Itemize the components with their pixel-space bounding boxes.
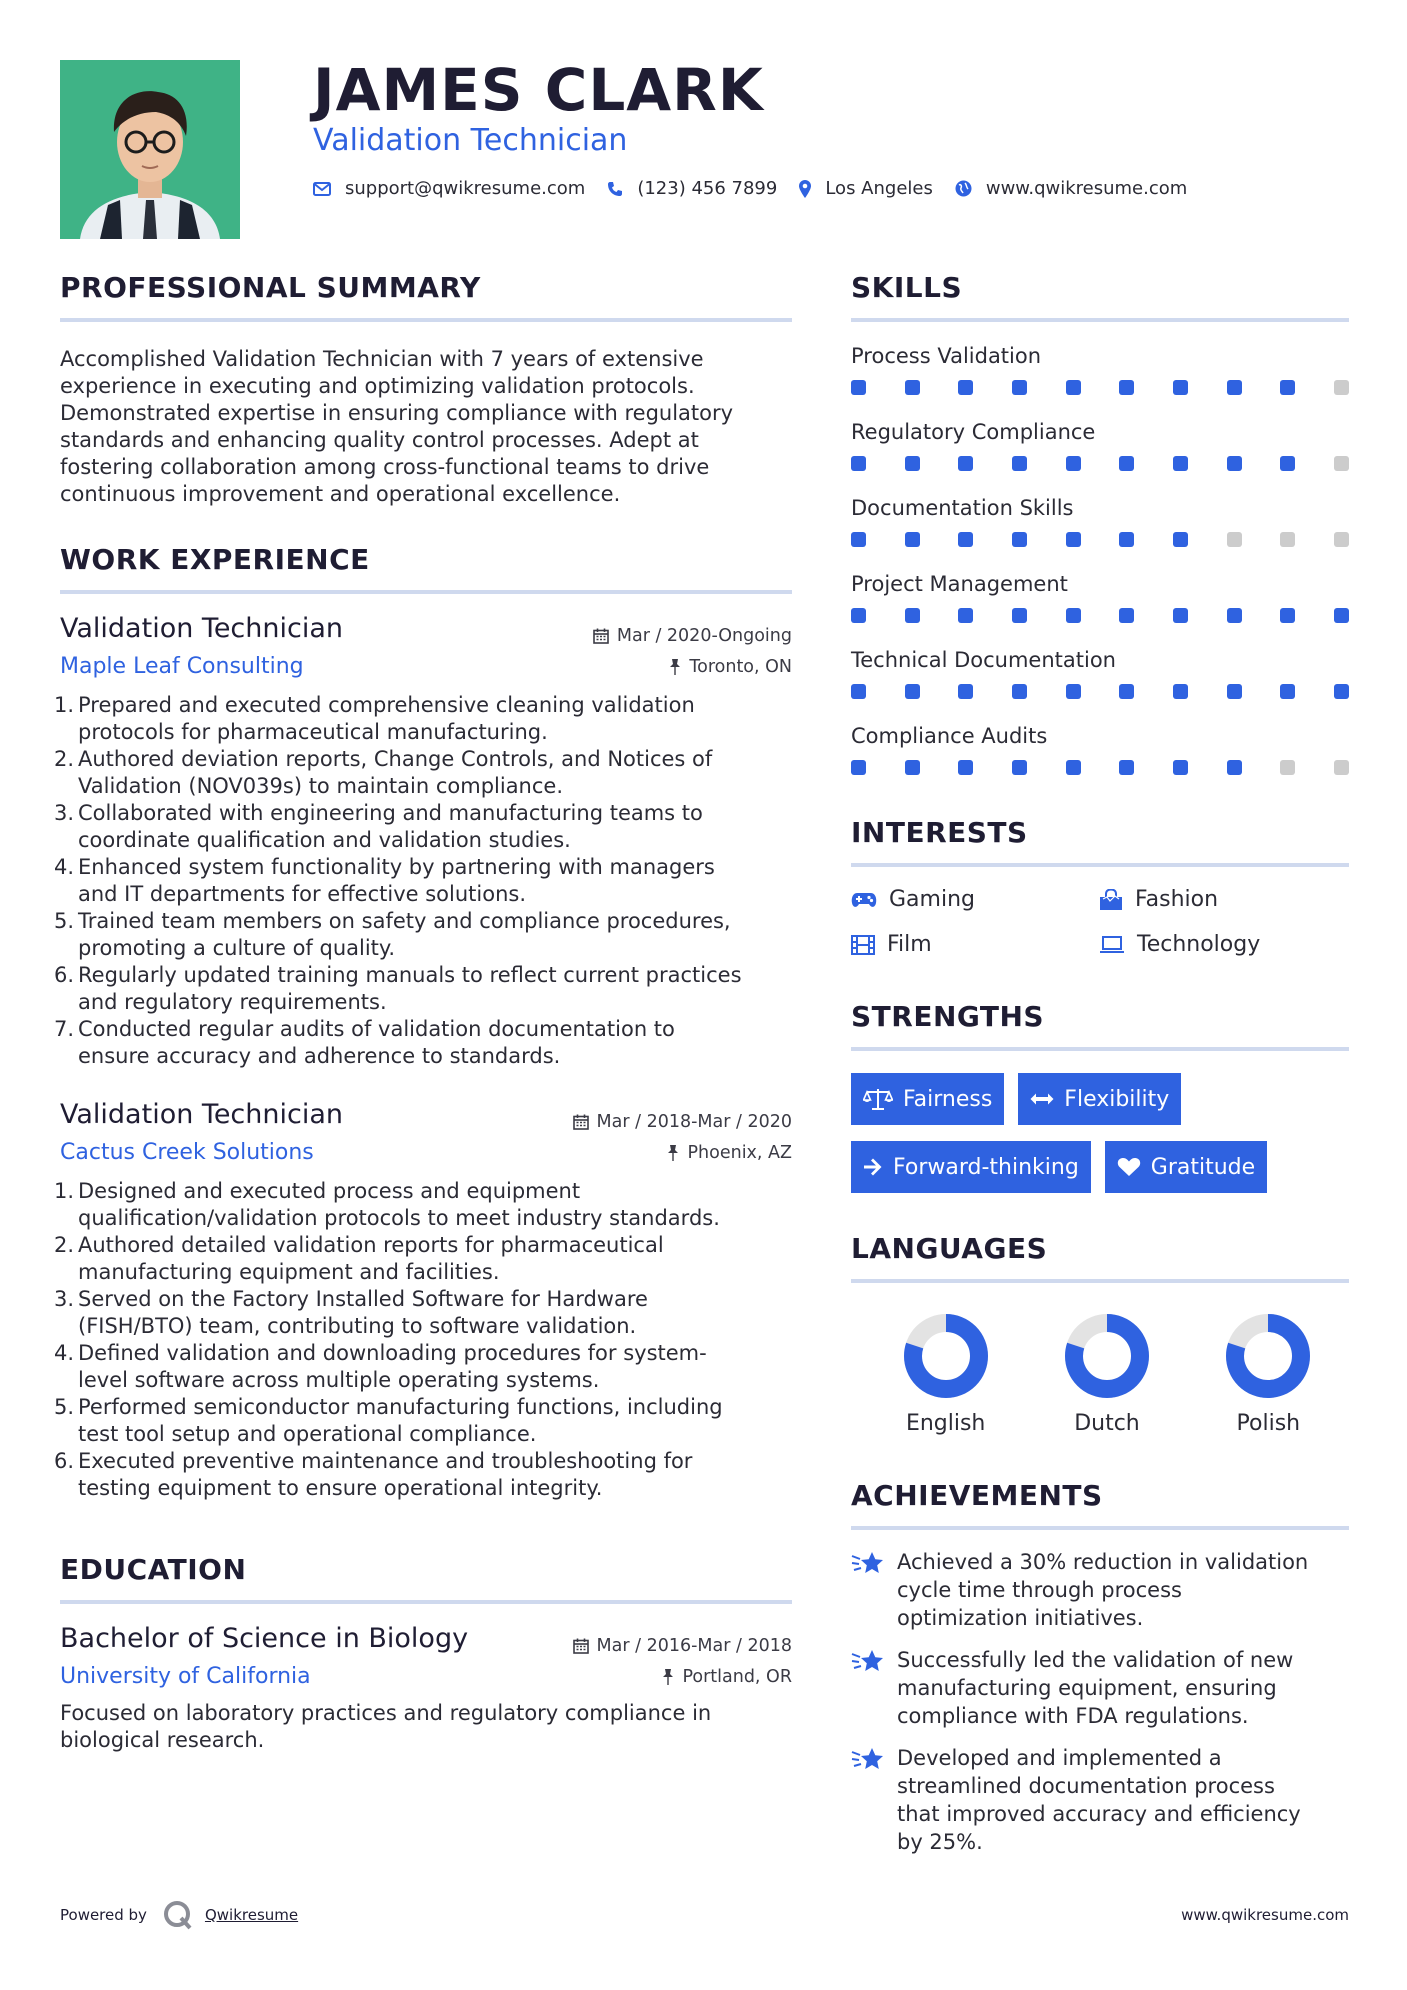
skill-dot-filled xyxy=(1173,532,1188,547)
phone-text: (123) 456 7899 xyxy=(637,178,778,199)
list-item: 4. Defined validation and downloading procedures for system- level software across multiple operating systems. xyxy=(54,1341,707,1392)
school-name: University of California xyxy=(60,1664,311,1689)
achievement-line: cycle time through process xyxy=(897,1578,1182,1602)
calendar-icon xyxy=(573,1114,589,1130)
interests-section xyxy=(851,815,1349,957)
skill-level-dots xyxy=(851,608,1349,623)
footer-website[interactable]: www.qwikresume.com xyxy=(1181,1906,1349,1924)
interest-gaming xyxy=(851,887,1099,912)
language-level-donut xyxy=(1225,1313,1311,1399)
achievement-line: that improved accuracy and efficiency xyxy=(897,1802,1301,1826)
education-location-text: Portland, OR xyxy=(682,1667,792,1687)
contact-phone[interactable] xyxy=(607,178,777,199)
skills-section xyxy=(851,270,1349,775)
qwikresume-link[interactable]: Qwikresume xyxy=(204,1906,299,1924)
job-location-text: Phoenix, AZ xyxy=(687,1143,792,1163)
achievement-line: optimization initiatives. xyxy=(897,1606,1144,1630)
education-description-line: biological research. xyxy=(60,1728,265,1752)
section-title-languages: LANGUAGES xyxy=(851,1231,1349,1283)
section-title-education: EDUCATION xyxy=(60,1552,792,1604)
languages-list xyxy=(851,1313,1349,1436)
skill-dot-empty xyxy=(1227,532,1242,547)
language-item xyxy=(1188,1313,1349,1436)
summary-line: continuous improvement and operational excellence. xyxy=(60,482,621,506)
skill-dot-filled xyxy=(1227,608,1242,623)
skill-name: Regulatory Compliance xyxy=(851,420,1096,444)
list-item: 3. Collaborated with engineering and manufacturing teams to coordinate qualification and validation studies. xyxy=(54,801,703,852)
list-item: 7. Conducted regular audits of validation documentation to ensure accuracy and adherence to standards. xyxy=(54,1017,675,1068)
skill-dot-empty xyxy=(1280,760,1295,775)
right-column xyxy=(851,270,1349,1856)
envelope-icon xyxy=(313,182,331,196)
summary-line: fostering collaboration among cross-functional teams to drive xyxy=(60,455,710,479)
education-description xyxy=(60,1700,792,1754)
skill-dot-empty xyxy=(1334,456,1349,471)
skill-level-dots xyxy=(851,456,1349,471)
section-title-interests: INTERESTS xyxy=(851,815,1349,867)
education-description-line: Focused on laboratory practices and regulatory compliance in xyxy=(60,1701,712,1725)
email-text: support@qwikresume.com xyxy=(345,178,586,199)
section-title-strengths: STRENGTHS xyxy=(851,999,1349,1051)
job-location xyxy=(669,657,792,677)
list-item: 6. Executed preventive maintenance and troubleshooting for testing equipment to ensure operational integrity. xyxy=(54,1449,693,1500)
skill-dot-filled xyxy=(1227,456,1242,471)
skill-dot-filled xyxy=(1012,532,1027,547)
company-name: Cactus Creek Solutions xyxy=(60,1140,314,1165)
interest-technology xyxy=(1099,932,1349,957)
skill-dot-filled xyxy=(851,684,866,699)
summary-text xyxy=(60,346,792,508)
skill-dot-filled xyxy=(1280,456,1295,471)
footer-powered-by xyxy=(60,1900,298,1930)
achievement-line: streamlined documentation process xyxy=(897,1774,1275,1798)
list-item: 3. Served on the Factory Installed Software for Hardware (FISH/BTO) team, contributing to software validation. xyxy=(54,1287,648,1338)
skill-level-dots xyxy=(851,760,1349,775)
skill-dot-empty xyxy=(1334,380,1349,395)
balance-scale-icon xyxy=(863,1088,893,1110)
skill-dot-filled xyxy=(1227,760,1242,775)
achievement-item xyxy=(851,1548,1349,1632)
film-icon xyxy=(851,935,875,955)
language-item xyxy=(865,1313,1026,1436)
candidate-name: JAMES CLARK xyxy=(313,56,764,124)
skill-dot-filled xyxy=(1012,608,1027,623)
language-item xyxy=(1026,1313,1187,1436)
skill-dot-filled xyxy=(905,456,920,471)
education-date-text: Mar / 2016-Mar / 2018 xyxy=(596,1636,792,1656)
achievement-text xyxy=(897,1548,1308,1632)
skill-dot-filled xyxy=(1280,608,1295,623)
duty-list xyxy=(54,1178,792,1502)
skill-dot-empty xyxy=(1334,532,1349,547)
list-item: 5. Trained team members on safety and compliance procedures, promoting a culture of quality. xyxy=(54,909,731,960)
location-text: Los Angeles xyxy=(825,178,933,199)
skill-name: Process Validation xyxy=(851,344,1042,368)
skill-dot-filled xyxy=(1066,380,1081,395)
strength-badge-forward-thinking xyxy=(851,1141,1091,1193)
skill-item xyxy=(851,494,1349,547)
languages-section xyxy=(851,1231,1349,1436)
skill-dot-filled xyxy=(958,456,973,471)
summary-line: Demonstrated expertise in ensuring compliance with regulatory xyxy=(60,401,734,425)
skill-dot-filled xyxy=(1066,684,1081,699)
skill-dot-filled xyxy=(1066,456,1081,471)
skill-dot-filled xyxy=(1280,380,1295,395)
skills-list xyxy=(851,342,1349,775)
skill-level-dots xyxy=(851,684,1349,699)
list-item: 5. Performed semiconductor manufacturing functions, including test tool setup and operational compliance. xyxy=(54,1395,723,1446)
language-level-donut xyxy=(903,1313,989,1399)
skill-dot-filled xyxy=(1119,760,1134,775)
job-date xyxy=(593,626,792,646)
section-title-summary: PROFESSIONAL SUMMARY xyxy=(60,270,792,322)
degree-title: Bachelor of Science in Biology xyxy=(60,1623,469,1654)
skill-dot-filled xyxy=(1119,684,1134,699)
section-title-experience: WORK EXPERIENCE xyxy=(60,542,792,594)
job-entry xyxy=(54,612,792,1070)
qwikresume-logo-icon xyxy=(163,1900,193,1930)
achievement-line: by 25%. xyxy=(897,1830,983,1854)
skill-dot-filled xyxy=(1066,608,1081,623)
achievement-line: manufacturing equipment, ensuring xyxy=(897,1676,1277,1700)
achievement-item xyxy=(851,1744,1349,1856)
skill-name: Technical Documentation xyxy=(851,648,1116,672)
experience-section xyxy=(54,542,792,1502)
list-item: 6. Regularly updated training manuals to reflect current practices and regulatory requirements. xyxy=(54,963,742,1014)
achievement-item xyxy=(851,1646,1349,1730)
skill-name: Compliance Audits xyxy=(851,724,1048,748)
skill-dot-filled xyxy=(1119,608,1134,623)
job-date xyxy=(573,1112,792,1132)
skill-dot-filled xyxy=(958,760,973,775)
skill-item xyxy=(851,342,1349,395)
job-date-text: Mar / 2020-Ongoing xyxy=(616,626,792,646)
skill-item xyxy=(851,646,1349,699)
phone-icon xyxy=(607,181,623,197)
education-date xyxy=(573,1636,792,1656)
calendar-icon xyxy=(573,1638,589,1654)
achievement-line: compliance with FDA regulations. xyxy=(897,1704,1249,1728)
achievement-text xyxy=(897,1744,1301,1856)
summary-line: standards and enhancing quality control processes. Adept at xyxy=(60,428,699,452)
language-name: Polish xyxy=(1236,1411,1301,1436)
interest-fashion xyxy=(1099,887,1349,912)
skill-dot-filled xyxy=(958,532,973,547)
language-name: English xyxy=(905,1411,986,1436)
skill-dot-filled xyxy=(1119,456,1134,471)
language-name: Dutch xyxy=(1074,1411,1140,1436)
skill-dot-filled xyxy=(1173,760,1188,775)
shooting-star-icon xyxy=(851,1550,885,1578)
strength-badge-flexibility xyxy=(1018,1073,1181,1125)
skill-dot-filled xyxy=(851,380,866,395)
summary-section xyxy=(60,270,792,508)
interest-label: Technology xyxy=(1137,932,1261,957)
skill-level-dots xyxy=(851,532,1349,547)
skill-dot-filled xyxy=(1173,608,1188,623)
candidate-role: Validation Technician xyxy=(313,123,628,158)
skill-item xyxy=(851,722,1349,775)
skill-dot-filled xyxy=(1173,684,1188,699)
skill-dot-filled xyxy=(851,456,866,471)
person-portrait-icon xyxy=(60,60,240,239)
pushpin-icon xyxy=(669,659,681,675)
skill-dot-filled xyxy=(1173,456,1188,471)
arrows-horizontal-icon xyxy=(1030,1092,1054,1106)
summary-line: experience in executing and optimizing validation protocols. xyxy=(60,374,695,398)
skill-dot-filled xyxy=(958,380,973,395)
list-item: 1. Designed and executed process and equipment qualification/validation protocols to meet industry standards. xyxy=(54,1179,720,1230)
strength-badge-gratitude xyxy=(1105,1141,1267,1193)
section-title-achievements: ACHIEVEMENTS xyxy=(851,1478,1349,1530)
skill-name: Documentation Skills xyxy=(851,496,1074,520)
interest-label: Film xyxy=(887,932,932,957)
achievement-line: Developed and implemented a xyxy=(897,1746,1222,1770)
job-entry xyxy=(54,1098,792,1502)
skill-dot-filled xyxy=(1227,380,1242,395)
arrow-right-icon xyxy=(863,1158,883,1176)
achievement-line: Achieved a 30% reduction in validation xyxy=(897,1550,1309,1574)
skill-dot-filled xyxy=(1173,380,1188,395)
laptop-icon xyxy=(1099,936,1125,954)
job-title: Validation Technician xyxy=(60,613,343,644)
skill-dot-filled xyxy=(1227,684,1242,699)
shooting-star-icon xyxy=(851,1746,885,1774)
skill-dot-filled xyxy=(1012,456,1027,471)
profile-photo xyxy=(60,60,240,239)
skill-dot-filled xyxy=(905,760,920,775)
skill-dot-filled xyxy=(851,760,866,775)
contact-email[interactable] xyxy=(313,178,585,199)
skill-dot-filled xyxy=(1334,684,1349,699)
list-item: 1. Prepared and executed comprehensive cleaning validation protocols for pharmaceutical manufacturing. xyxy=(54,693,695,744)
duty-list xyxy=(54,692,792,1070)
skill-dot-filled xyxy=(1066,532,1081,547)
globe-icon xyxy=(955,180,972,197)
skill-dot-filled xyxy=(958,684,973,699)
pushpin-icon xyxy=(662,1669,674,1685)
shooting-star-icon xyxy=(851,1648,885,1676)
education-section xyxy=(60,1552,792,1754)
left-column xyxy=(54,270,792,1754)
powered-by-text: Powered by xyxy=(60,1906,147,1924)
skill-dot-filled xyxy=(851,608,866,623)
education-location xyxy=(662,1667,792,1687)
strength-label: Gratitude xyxy=(1150,1154,1256,1180)
skill-dot-filled xyxy=(958,608,973,623)
interest-label: Gaming xyxy=(889,887,975,912)
list-item: 2. Authored deviation reports, Change Controls, and Notices of Validation (NOV039s) to maintain compliance. xyxy=(54,747,713,798)
skill-dot-filled xyxy=(905,684,920,699)
achievement-line: Successfully led the validation of new xyxy=(897,1648,1294,1672)
skill-dot-filled xyxy=(1012,380,1027,395)
calendar-icon xyxy=(593,628,609,644)
contact-bar xyxy=(313,178,1209,199)
skill-dot-empty xyxy=(1334,760,1349,775)
pushpin-icon xyxy=(667,1145,679,1161)
skill-dot-filled xyxy=(905,532,920,547)
section-title-skills: SKILLS xyxy=(851,270,1349,322)
skill-dot-filled xyxy=(1334,608,1349,623)
skill-item xyxy=(851,418,1349,471)
interest-film xyxy=(851,932,1099,957)
list-item: 4. Enhanced system functionality by partnering with managers and IT departments for effective solutions. xyxy=(54,855,715,906)
list-item: 2. Authored detailed validation reports for pharmaceutical manufacturing equipment and facilities. xyxy=(54,1233,664,1284)
skill-name: Project Management xyxy=(851,572,1068,596)
job-location xyxy=(667,1143,792,1163)
achievement-text xyxy=(897,1646,1293,1730)
contact-website[interactable] xyxy=(955,178,1187,199)
language-level-donut xyxy=(1064,1313,1150,1399)
contact-location xyxy=(799,178,933,199)
skill-dot-filled xyxy=(1119,532,1134,547)
strength-label: Forward-thinking xyxy=(893,1154,1079,1180)
strength-badge-fairness xyxy=(851,1073,1004,1125)
skill-dot-filled xyxy=(851,532,866,547)
strength-label: Fairness xyxy=(903,1086,993,1112)
map-pin-icon xyxy=(799,180,811,198)
interest-label: Fashion xyxy=(1135,887,1219,912)
achievements-list xyxy=(851,1548,1349,1856)
heart-icon xyxy=(1117,1157,1141,1177)
job-date-text: Mar / 2018-Mar / 2020 xyxy=(596,1112,792,1132)
skill-dot-filled xyxy=(1012,760,1027,775)
skill-dot-filled xyxy=(1280,684,1295,699)
job-location-text: Toronto, ON xyxy=(689,657,792,677)
skill-dot-filled xyxy=(1012,684,1027,699)
skill-item xyxy=(851,570,1349,623)
gamepad-icon xyxy=(851,891,877,909)
skill-dot-filled xyxy=(1119,380,1134,395)
education-entry xyxy=(60,1622,792,1754)
skill-dot-filled xyxy=(905,608,920,623)
skill-dot-filled xyxy=(1066,760,1081,775)
skill-level-dots xyxy=(851,380,1349,395)
shopping-bag-icon xyxy=(1099,889,1123,911)
company-name: Maple Leaf Consulting xyxy=(60,654,304,679)
strengths-section xyxy=(851,999,1349,1193)
skill-dot-filled xyxy=(905,380,920,395)
job-title: Validation Technician xyxy=(60,1099,343,1130)
website-text: www.qwikresume.com xyxy=(985,178,1188,199)
strength-label: Flexibility xyxy=(1064,1086,1170,1112)
achievements-section xyxy=(851,1478,1349,1856)
summary-line: Accomplished Validation Technician with 7 years of extensive xyxy=(60,347,704,371)
skill-dot-empty xyxy=(1280,532,1295,547)
